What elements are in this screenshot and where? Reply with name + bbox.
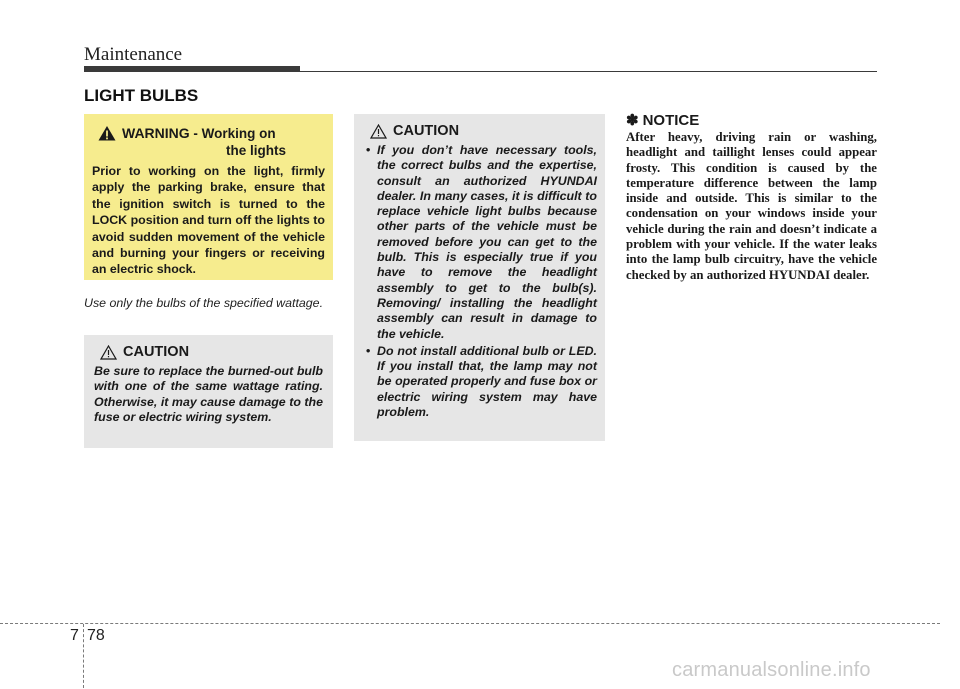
footer-divider xyxy=(0,623,940,624)
caution-box-middle xyxy=(354,114,605,441)
caution-triangle-icon xyxy=(370,124,387,139)
warning-subtitle-line1: Working on xyxy=(201,126,276,141)
caution-left-header xyxy=(100,344,323,360)
caution-middle-list xyxy=(364,143,597,420)
caution-middle-label: CAUTION xyxy=(393,123,460,139)
warning-body: Prior to working on the light, firmly apply the parking brake, ensure that the ignition switch is turned to the LOCK position and turn off the lights to avoid sudden movement of the vehicle and burning your fingers or receiving an electric shock. xyxy=(92,164,325,277)
notice-star-icon: ✽ xyxy=(626,112,639,129)
section-title: LIGHT BULBS xyxy=(84,86,199,105)
header-bar-thick xyxy=(84,66,300,72)
header-bar-thin xyxy=(300,71,877,72)
watermark: carmanualsonline.info xyxy=(672,659,871,681)
bullet: • xyxy=(366,343,371,358)
caution-item-text: If you don’t have necessary tools, the correct bulbs and the expertise, consult an authorized HYUNDAI dealer. In many cases, it is difficult to replace vehicle light bulbs because other parts of the vehicle must be removed before you can get to the bulb. This is especially true if you have to remove the headlight assembly to get to the bulb(s). Removing/ installing the headlight assembly can result in damage to the vehicle. xyxy=(377,143,597,341)
notice-title xyxy=(626,111,699,129)
caution-triangle-icon xyxy=(100,345,117,360)
warning-triangle-icon xyxy=(98,125,116,141)
bullet: • xyxy=(366,143,371,157)
notice-body: After heavy, driving rain or washing, headlight and taillight lenses could appear frosty. This condition is caused by the temperature difference between the lamp inside and outside. This is similar to the condensation on your windows inside your vehicle during the rain and doesn’t indicate a problem with your vehicle. If the water leaks into the lamp bulb circuitry, have the vehicle checked by an authorized HYUNDAI dealer. xyxy=(626,130,877,282)
warning-label: WARNING xyxy=(122,125,190,141)
caution-left-label: CAUTION xyxy=(123,344,190,360)
header-title: Maintenance xyxy=(84,44,183,65)
caution-box-left xyxy=(84,335,333,448)
caution-middle-header xyxy=(370,123,597,139)
caution-list-item xyxy=(364,344,597,420)
footer-vertical-divider xyxy=(83,624,84,688)
page-chapter: 7 xyxy=(70,627,79,644)
page-number: 78 xyxy=(87,627,105,644)
intro-text: Use only the bulbs of the specified wattage. xyxy=(84,296,324,310)
warning-box xyxy=(84,114,333,280)
warning-header xyxy=(98,125,325,159)
warning-subtitle-line2: the lights xyxy=(226,143,286,158)
warning-dash: - xyxy=(189,126,202,141)
caution-left-body: Be sure to replace the burned-out bulb with one of the same wattage rating. Otherwise, it may cause damage to the fuse or electric wiring system. xyxy=(94,364,323,424)
notice-label: NOTICE xyxy=(642,111,700,129)
caution-list-item xyxy=(364,143,597,342)
caution-item-text: Do not install additional bulb or LED. If you install that, the lamp may not be operated properly and fuse box or electric wiring system may have problem. xyxy=(377,343,597,420)
warning-title xyxy=(122,125,286,159)
